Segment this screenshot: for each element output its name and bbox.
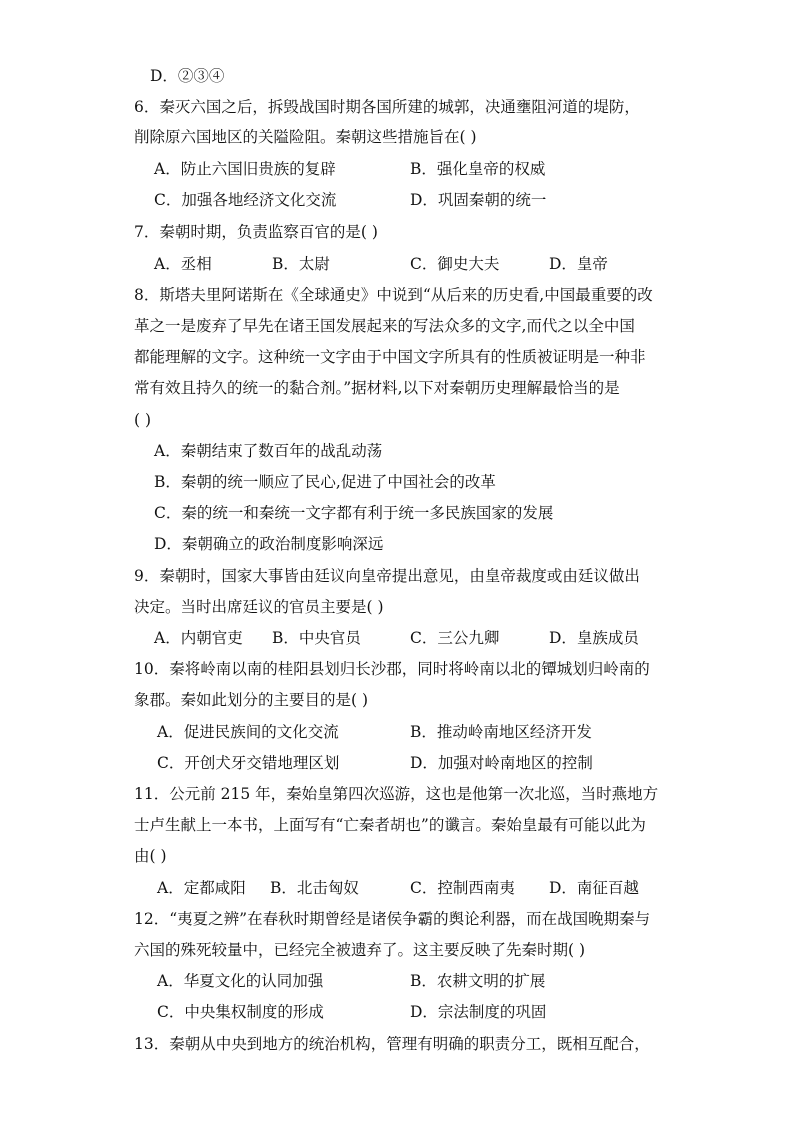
q6-option-c: C．加强各地经济文化交流 [154, 191, 337, 209]
q10-stem-line2: 象郡。秦如此划分的主要目的是( ) [134, 691, 369, 709]
q8-stem-line3: 都能理解的文字。这种统一文字由于中国文字所具有的性质被证明是一种非 [134, 348, 646, 366]
q7-option-c: C．御史大夫 [410, 255, 500, 273]
q8-stem-line5: ( ) [134, 411, 152, 429]
q12-option-c: C．中央集权制度的形成 [157, 1003, 324, 1021]
q10-stem-line1: 10．秦将岭南以南的桂阳县划归长沙郡，同时将岭南以北的镡城划归岭南的 [134, 660, 650, 678]
q11-option-a: A．定都咸阳 [157, 879, 246, 897]
q10-option-b: B．推动岭南地区经济开发 [410, 723, 592, 741]
q9-stem-line2: 决定。当时出席廷议的官员主要是( ) [134, 598, 384, 616]
q8-stem-line2: 革之一是废弃了早先在诸王国发展起来的写法众多的文字,而代之以全中国 [134, 317, 635, 335]
q9-option-a: A．内朝官吏 [154, 629, 243, 647]
q9-option-c: C．三公九卿 [410, 629, 500, 647]
q8-stem-line1: 8．斯塔夫里阿诺斯在《全球通史》中说到“从后来的历史看,中国最重要的改 [134, 286, 653, 304]
q7-option-a: A．丞相 [154, 255, 212, 273]
q6-option-d: D．巩固秦朝的统一 [410, 191, 547, 209]
q11-option-d: D．南征百越 [549, 879, 639, 897]
q8-option-d: D．秦朝确立的政治制度影响深远 [154, 535, 384, 553]
q6-stem-line1: 6．秦灭六国之后，拆毁战国时期各国所建的城郭，决通壅阻河道的堤防， [134, 98, 640, 116]
q6-stem-line2: 削除原六国地区的关隘险阻。秦朝这些措施旨在( ) [134, 128, 477, 146]
q10-option-c: C．开创犬牙交错地理区划 [157, 754, 340, 772]
q6-option-b: B．强化皇帝的权威 [410, 160, 546, 178]
q12-stem-line1: 12．“夷夏之辨”在春秋时期曾经是诸侯争霸的舆论利器，而在战国晚期秦与 [134, 910, 651, 928]
q8-option-b: B．秦朝的统一顺应了民心,促进了中国社会的改革 [154, 473, 496, 491]
q11-stem-line2: 士卢生献上一本书，上面写有“亡秦者胡也”的谶言。秦始皇最有可能以此为 [134, 816, 646, 834]
q12-option-a: A．华夏文化的认同加强 [157, 972, 324, 990]
q12-option-b: B．农耕文明的扩展 [410, 972, 546, 990]
q11-stem-line3: 由( ) [134, 847, 167, 865]
q8-stem-line4: 常有效且持久的统一的黏合剂。”据材料,以下对秦朝历史理解最恰当的是 [134, 379, 620, 397]
q11-option-c: C．控制西南夷 [410, 879, 515, 897]
q8-option-c: C．秦的统一和秦统一文字都有利于统一多民族国家的发展 [154, 504, 554, 522]
q13-stem-line1: 13．秦朝从中央到地方的统治机构，管理有明确的职责分工，既相互配合， [134, 1035, 650, 1053]
q12-option-d: D．宗法制度的巩固 [410, 1003, 547, 1021]
q6-option-a: A．防止六国旧贵族的复辟 [154, 160, 336, 178]
q9-option-d: D．皇族成员 [549, 629, 639, 647]
q11-option-b: B．北击匈奴 [270, 879, 359, 897]
q7-option-b: B．太尉 [272, 255, 330, 273]
q10-option-a: A．促进民族间的文化交流 [157, 723, 339, 741]
q12-stem-line2: 六国的殊死较量中，已经完全被遗弃了。这主要反映了先秦时期( ) [134, 941, 586, 959]
q9-option-b: B．中央官员 [272, 629, 361, 647]
q7-option-d: D．皇帝 [549, 255, 608, 273]
q10-option-d: D．加强对岭南地区的控制 [410, 754, 593, 772]
q7-stem-line1: 7．秦朝时期，负责监察百官的是( ) [134, 223, 378, 241]
q5-option-d: D．②③④ [150, 67, 225, 85]
q11-stem-line1: 11．公元前 215 年，秦始皇第四次巡游，这也是他第一次北巡，当时燕地方 [134, 785, 659, 803]
q8-option-a: A．秦朝结束了数百年的战乱动荡 [154, 442, 383, 460]
q9-stem-line1: 9．秦朝时，国家大事皆由廷议向皇帝提出意见，由皇帝裁度或由廷议做出 [134, 567, 640, 585]
